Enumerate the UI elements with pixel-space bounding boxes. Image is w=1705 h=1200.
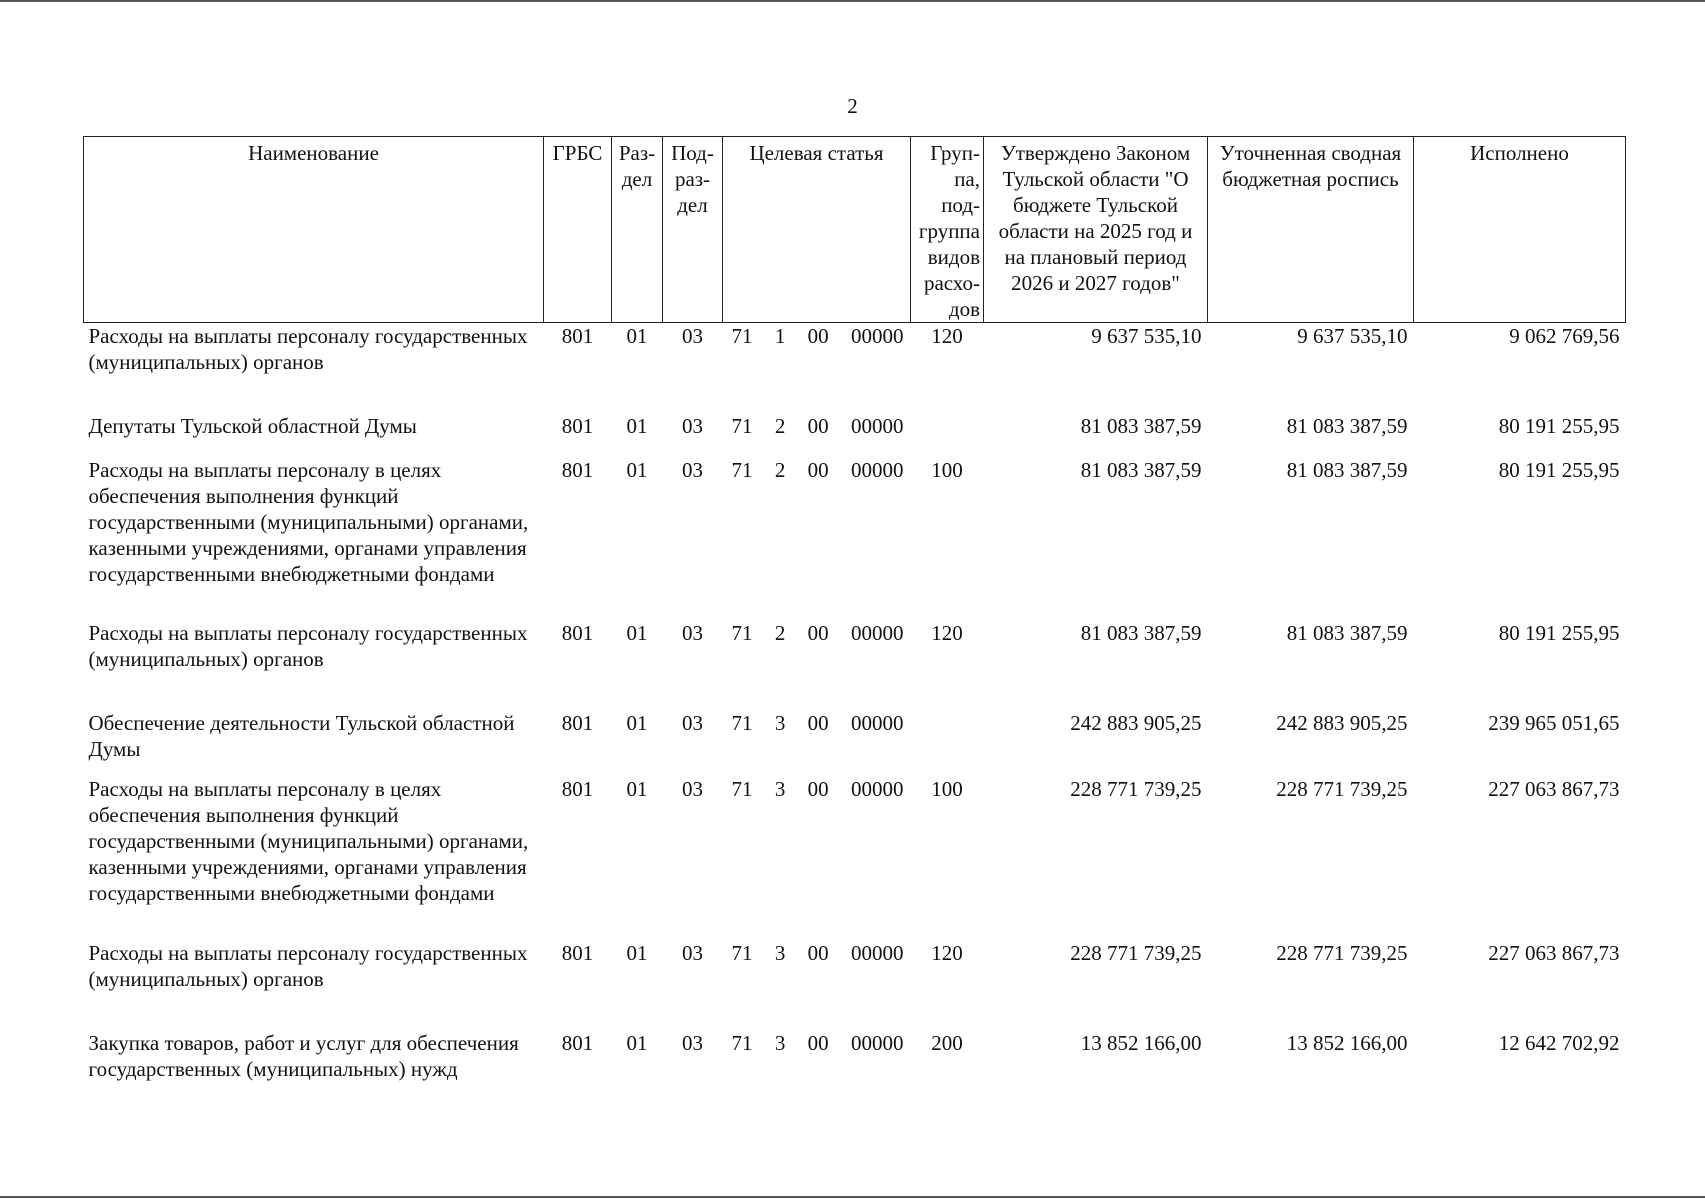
target-subprogram: 3 bbox=[774, 710, 786, 735]
row-name: Расходы на выплаты персоналу государственных (муниципальных) органов bbox=[88, 620, 528, 671]
scan-edge-top bbox=[0, 0, 1705, 2]
target-subprogram: 1 bbox=[774, 324, 786, 348]
row-group: 100 bbox=[931, 457, 963, 482]
table-row bbox=[84, 710, 1626, 776]
row-podrazdel: 03 bbox=[682, 324, 703, 348]
row-refined: 13 852 166,00 bbox=[1286, 1030, 1408, 1055]
target-program: 71 bbox=[731, 940, 753, 965]
row-name: Расходы на выплаты персоналу в целях обеспечения выполнения функций государственными (муниципальными) органами, казенными учреждениями, органами управления государственными внебюджетными фондами bbox=[88, 457, 529, 586]
target-subprogram: 3 bbox=[774, 1030, 786, 1055]
row-refined: 242 883 905,25 bbox=[1276, 710, 1408, 735]
table-row bbox=[84, 620, 1626, 710]
table-header-row bbox=[84, 137, 1626, 323]
header-executed: Исполнено bbox=[1414, 137, 1626, 323]
row-executed: 227 063 867,73 bbox=[1488, 940, 1620, 965]
row-group bbox=[911, 413, 984, 457]
target-event: 00 bbox=[807, 1030, 829, 1055]
row-target-article bbox=[723, 620, 911, 710]
target-event: 00 bbox=[807, 457, 829, 482]
target-event: 00 bbox=[807, 620, 829, 645]
header-podrazdel: Под-раз-дел bbox=[663, 137, 723, 323]
table-row bbox=[84, 1030, 1626, 1110]
row-grbs: 801 bbox=[561, 940, 594, 965]
row-podrazdel: 03 bbox=[682, 776, 703, 801]
row-target-article bbox=[723, 323, 911, 413]
target-subprogram: 2 bbox=[774, 413, 786, 438]
target-program: 71 bbox=[731, 776, 753, 801]
row-target-article bbox=[723, 940, 911, 1030]
row-group: 100 bbox=[931, 776, 963, 801]
target-direction: 00000 bbox=[850, 940, 904, 965]
row-podrazdel: 03 bbox=[682, 413, 703, 438]
row-approved: 9 637 535,10 bbox=[1091, 324, 1202, 348]
row-name: Закупка товаров, работ и услуг для обеспечения государственных (муниципальных) нужд bbox=[88, 1030, 519, 1081]
row-executed: 80 191 255,95 bbox=[1498, 620, 1620, 645]
row-executed: 12 642 702,92 bbox=[1498, 1030, 1620, 1055]
header-razdel: Раз-дел bbox=[612, 137, 663, 323]
row-target-article bbox=[723, 1030, 911, 1110]
header-grbs: ГРБС bbox=[544, 137, 612, 323]
row-approved: 81 083 387,59 bbox=[1080, 620, 1202, 645]
table-row bbox=[84, 457, 1626, 620]
target-direction: 00000 bbox=[850, 324, 904, 348]
row-razdel: 01 bbox=[626, 710, 648, 735]
row-grbs: 801 bbox=[561, 413, 594, 438]
target-direction: 00000 bbox=[850, 776, 904, 801]
row-grbs: 801 bbox=[561, 710, 594, 735]
table-row bbox=[84, 323, 1626, 413]
target-subprogram: 3 bbox=[774, 776, 786, 801]
row-group: 120 bbox=[931, 940, 963, 965]
row-group: 200 bbox=[931, 1030, 963, 1055]
row-podrazdel: 03 bbox=[682, 1030, 703, 1055]
row-razdel: 01 bbox=[626, 776, 648, 801]
target-subprogram: 3 bbox=[774, 940, 786, 965]
target-event: 00 bbox=[807, 413, 829, 438]
row-grbs: 801 bbox=[561, 324, 594, 348]
row-executed: 80 191 255,95 bbox=[1498, 457, 1620, 482]
target-program: 71 bbox=[731, 324, 753, 348]
header-expense-group: Груп-па, под-группа видов расхо-дов bbox=[911, 137, 984, 323]
row-podrazdel: 03 bbox=[682, 710, 703, 735]
row-razdel: 01 bbox=[626, 940, 648, 965]
target-direction: 00000 bbox=[850, 413, 904, 438]
header-name: Наименование bbox=[84, 137, 544, 323]
header-refined: Уточненная сводная бюджетная роспись bbox=[1208, 137, 1414, 323]
row-group: 120 bbox=[931, 324, 963, 348]
row-name: Расходы на выплаты персоналу государственных (муниципальных) органов bbox=[88, 940, 528, 991]
page-number: 2 bbox=[847, 94, 858, 118]
row-razdel: 01 bbox=[626, 1030, 648, 1055]
row-razdel: 01 bbox=[626, 413, 648, 438]
row-approved: 228 771 739,25 bbox=[1070, 940, 1202, 965]
target-program: 71 bbox=[731, 457, 753, 482]
row-grbs: 801 bbox=[561, 1030, 594, 1055]
row-name: Расходы на выплаты персоналу государственных (муниципальных) органов bbox=[88, 324, 528, 374]
row-approved: 228 771 739,25 bbox=[1070, 776, 1202, 801]
row-grbs: 801 bbox=[561, 620, 594, 645]
target-subprogram: 2 bbox=[774, 457, 786, 482]
row-approved: 81 083 387,59 bbox=[1080, 457, 1202, 482]
target-direction: 00000 bbox=[850, 620, 904, 645]
target-program: 71 bbox=[731, 710, 753, 735]
row-executed: 227 063 867,73 bbox=[1488, 776, 1620, 801]
row-razdel: 01 bbox=[626, 457, 648, 482]
row-executed: 239 965 051,65 bbox=[1488, 710, 1620, 735]
target-program: 71 bbox=[731, 413, 753, 438]
row-approved: 242 883 905,25 bbox=[1070, 710, 1202, 735]
row-name: Депутаты Тульской областной Думы bbox=[88, 413, 417, 438]
row-name: Обеспечение деятельности Тульской областной Думы bbox=[88, 710, 515, 761]
row-group: 120 bbox=[931, 620, 963, 645]
target-event: 00 bbox=[807, 324, 829, 348]
target-direction: 00000 bbox=[850, 1030, 904, 1055]
target-subprogram: 2 bbox=[774, 620, 786, 645]
target-event: 00 bbox=[807, 776, 829, 801]
row-grbs: 801 bbox=[561, 457, 594, 482]
row-razdel: 01 bbox=[626, 324, 648, 348]
row-podrazdel: 03 bbox=[682, 620, 703, 645]
row-podrazdel: 03 bbox=[682, 940, 703, 965]
row-grbs: 801 bbox=[561, 776, 594, 801]
target-direction: 00000 bbox=[850, 710, 904, 735]
target-event: 00 bbox=[807, 940, 829, 965]
target-program: 71 bbox=[731, 620, 753, 645]
row-refined: 81 083 387,59 bbox=[1286, 457, 1408, 482]
scan-edge-bottom bbox=[0, 1196, 1705, 1198]
row-target-article bbox=[723, 776, 911, 940]
row-refined: 228 771 739,25 bbox=[1276, 940, 1408, 965]
target-program: 71 bbox=[731, 1030, 753, 1055]
row-executed: 80 191 255,95 bbox=[1498, 413, 1620, 438]
row-approved: 13 852 166,00 bbox=[1080, 1030, 1202, 1055]
table-row bbox=[84, 940, 1626, 1030]
target-event: 00 bbox=[807, 710, 829, 735]
table-row bbox=[84, 413, 1626, 457]
row-approved: 81 083 387,59 bbox=[1080, 413, 1202, 438]
row-name: Расходы на выплаты персоналу в целях обеспечения выполнения функций государственными (муниципальными) органами, казенными учреждениями, органами управления государственными внебюджетными фондами bbox=[88, 776, 529, 905]
row-group bbox=[911, 710, 984, 776]
row-podrazdel: 03 bbox=[682, 457, 703, 482]
table-row bbox=[84, 776, 1626, 940]
header-approved: Утверждено Законом Тульской области "О бюджете Тульской области на 2025 год и на плановый период 2026 и 2027 годов" bbox=[984, 137, 1208, 323]
header-target-article: Целевая статья bbox=[723, 137, 911, 323]
row-target-article bbox=[723, 457, 911, 620]
row-refined: 81 083 387,59 bbox=[1286, 620, 1408, 645]
target-direction: 00000 bbox=[850, 457, 904, 482]
row-executed: 9 062 769,56 bbox=[1509, 324, 1620, 348]
row-refined: 81 083 387,59 bbox=[1286, 413, 1408, 438]
row-refined: 228 771 739,25 bbox=[1276, 776, 1408, 801]
row-refined: 9 637 535,10 bbox=[1297, 324, 1408, 348]
row-razdel: 01 bbox=[626, 620, 648, 645]
row-target-article bbox=[723, 413, 911, 457]
budget-execution-table bbox=[83, 136, 1626, 1110]
row-target-article bbox=[723, 710, 911, 776]
